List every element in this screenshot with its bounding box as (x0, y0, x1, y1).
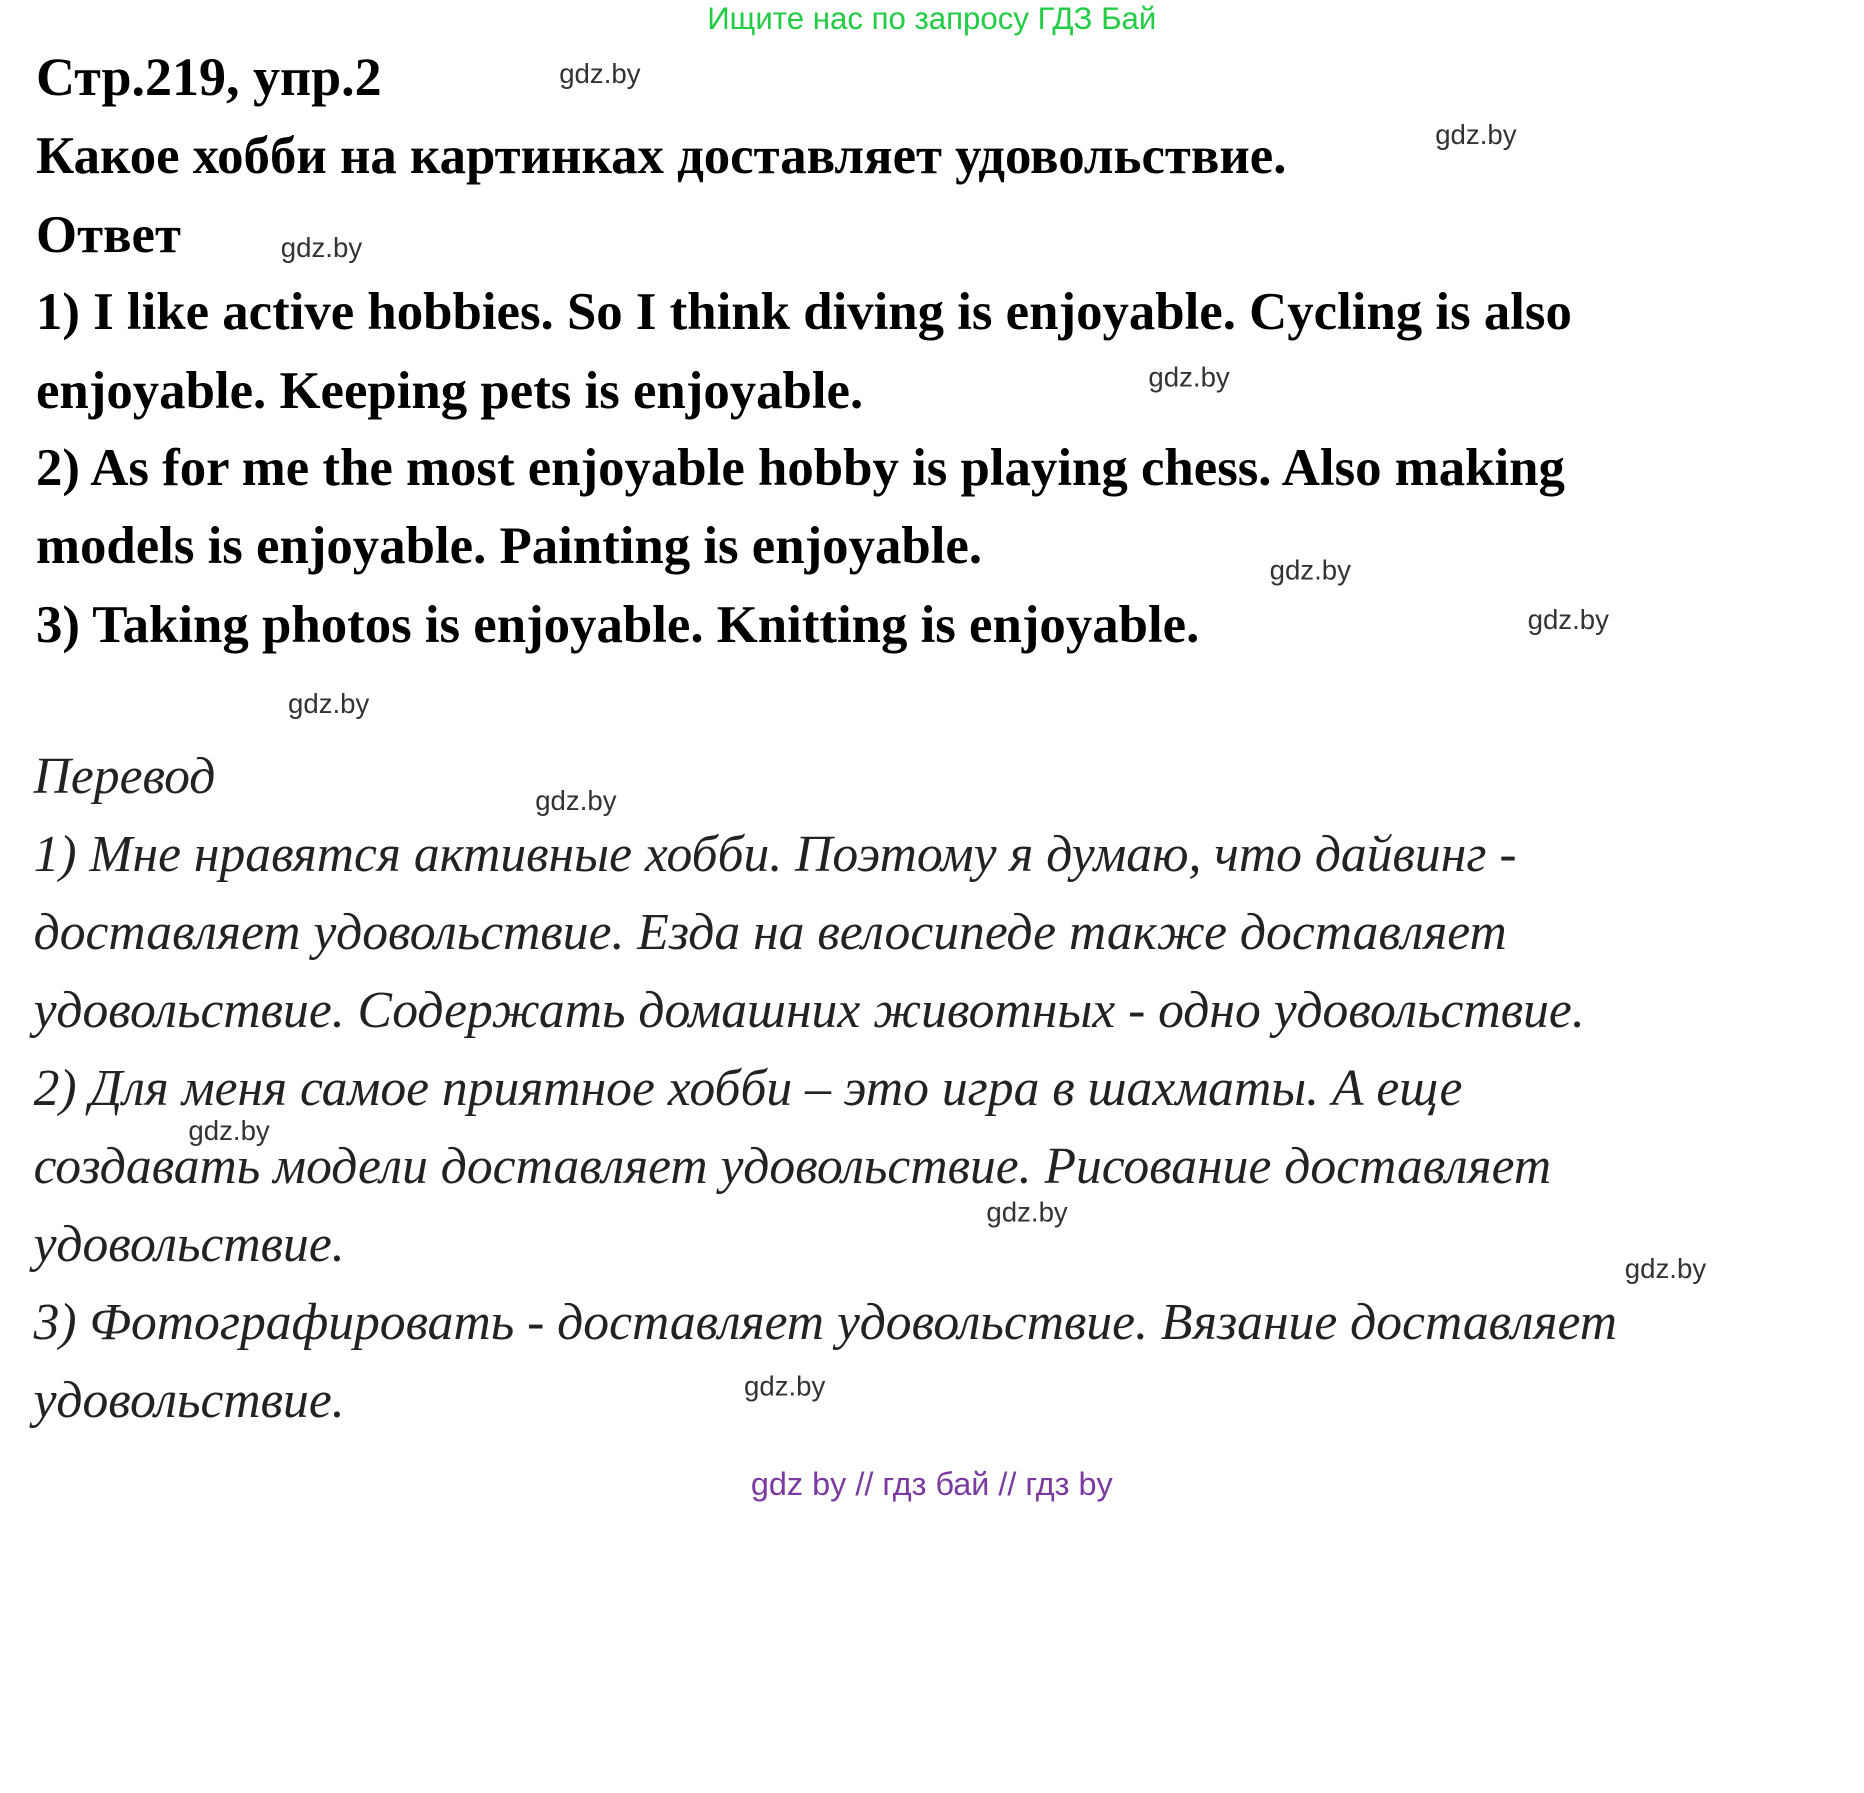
watermark: gdz.by (535, 784, 617, 817)
page-exercise-title: Стр.219, упр.2 (36, 46, 382, 107)
watermark: gdz.by (1269, 554, 1351, 586)
watermark: gdz.by (1148, 361, 1230, 393)
watermark: gdz.by (288, 687, 370, 719)
watermark: gdz.by (188, 1114, 270, 1146)
watermark: gdz.by (280, 231, 363, 263)
answer-line: models is enjoyable. Painting is enjoyable. (36, 516, 983, 575)
watermark: gdz.by (986, 1196, 1068, 1228)
translation-line: удовольствие. (33, 1372, 345, 1430)
translation-line: 2) Для меня самое приятное хобби – это игра в шахматы. А еще (33, 1060, 1463, 1118)
answer-line: 2) As for me the most enjoyable hobby is playing chess. Also making (36, 438, 1565, 497)
watermark: gdz.by (744, 1370, 826, 1402)
translation-line: удовольствие. (33, 1216, 345, 1274)
translation-line: удовольствие. Содержать домашних животных - одно удовольствие. (33, 982, 1585, 1040)
translation-label: Перевод (33, 748, 216, 806)
search-banner: Ищите нас по запросу ГДЗ Бай (707, 0, 1157, 36)
translation-line: доставляет удовольствие. Езда на велосипеде также доставляет (33, 904, 1507, 962)
answer-label: Ответ (36, 205, 181, 264)
watermark: gdz.by (559, 57, 641, 89)
watermark: gdz.by (1435, 118, 1517, 150)
question-heading: Какое хобби на картинках доставляет удовольствие. (36, 126, 1287, 185)
translation-line: создавать модели доставляет удовольствие. Рисование доставляет (33, 1138, 1552, 1196)
answer-line: 1) I like active hobbies. So I think diving is enjoyable. Cycling is also (36, 282, 1572, 341)
footer-links: gdz by // гдз бай // гдз by (750, 1466, 1113, 1503)
watermark: gdz.by (1624, 1252, 1707, 1284)
translation-line: 1) Мне нравятся активные хобби. Поэтому я думаю, что дайвинг - (33, 826, 1517, 884)
answer-line: 3) Taking photos is enjoyable. Knitting is enjoyable. (36, 595, 1200, 654)
translation-line: 3) Фотографировать - доставляет удовольствие. Вязание доставляет (33, 1294, 1618, 1352)
answer-line: enjoyable. Keeping pets is enjoyable. (36, 361, 864, 421)
watermark: gdz.by (1527, 603, 1609, 635)
